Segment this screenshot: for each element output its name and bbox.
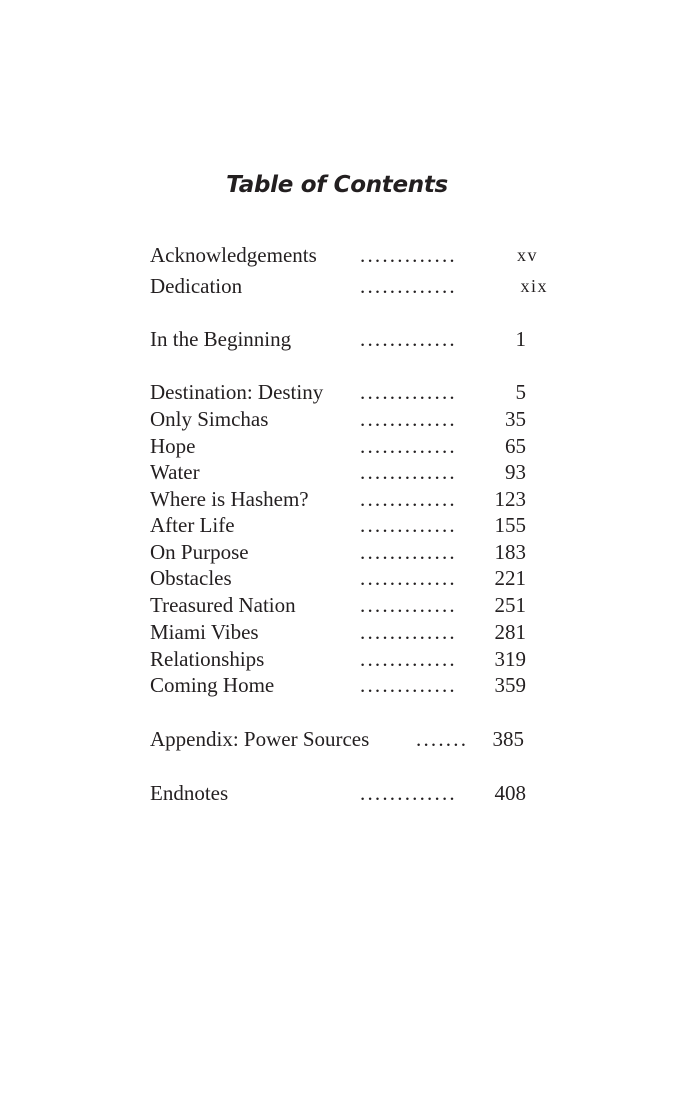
toc-entry xyxy=(150,565,570,591)
toc-entry xyxy=(150,619,570,645)
toc-entry-page: 319 xyxy=(494,647,526,671)
toc-entry-label: Treasured Nation xyxy=(150,593,296,617)
toc-entry-label: On Purpose xyxy=(150,540,249,564)
toc-entry xyxy=(150,646,570,672)
toc-dot-leader: ....... xyxy=(416,727,469,751)
toc-entry-page: 93 xyxy=(505,460,526,484)
toc-dot-leader: ............. xyxy=(360,327,457,351)
toc-dot-leader: ............. xyxy=(360,274,457,298)
toc-dot-leader: ............. xyxy=(360,673,457,697)
toc-entry-page: xv xyxy=(517,245,538,265)
toc-dot-leader: ............. xyxy=(360,781,457,805)
toc-entry xyxy=(150,486,570,512)
toc-entry-page: 281 xyxy=(494,620,526,644)
toc-entry-page: 5 xyxy=(515,380,526,404)
toc-entry-page: 251 xyxy=(494,593,526,617)
toc-entry-page: 385 xyxy=(492,727,524,751)
toc-entry xyxy=(150,780,570,806)
toc-entry-page: 123 xyxy=(494,487,526,511)
toc-entry xyxy=(150,273,570,299)
toc-entry-page: 359 xyxy=(494,673,526,697)
toc-dot-leader: ............. xyxy=(360,243,457,267)
toc-entry xyxy=(150,326,570,352)
toc-dot-leader: ............. xyxy=(360,540,457,564)
toc-entry-page: 183 xyxy=(494,540,526,564)
toc-dot-leader: ............. xyxy=(360,620,457,644)
page-title: Table of Contents xyxy=(226,172,448,198)
toc-entry xyxy=(150,672,570,698)
toc-entry-label: Miami Vibes xyxy=(150,620,259,644)
toc-entry xyxy=(150,726,570,752)
toc-entry-label: After Life xyxy=(150,513,235,537)
toc-entry-label: Only Simchas xyxy=(150,407,269,431)
toc-entry-label: Endnotes xyxy=(150,781,229,805)
toc-dot-leader: ............. xyxy=(360,380,457,404)
toc-dot-leader: ............. xyxy=(360,487,457,511)
toc-entry-label: Where is Hashem? xyxy=(150,487,309,511)
toc-entry-page: 221 xyxy=(494,566,526,590)
toc-list xyxy=(150,0,570,1100)
toc-entry xyxy=(150,539,570,565)
toc-entry xyxy=(150,406,570,432)
toc-dot-leader: ............. xyxy=(360,566,457,590)
toc-entry xyxy=(150,512,570,538)
toc-dot-leader: ............. xyxy=(360,407,457,431)
toc-entry xyxy=(150,242,570,268)
toc-entry-page: 155 xyxy=(494,513,526,537)
toc-entry xyxy=(150,433,570,459)
toc-entry-label: Relationships xyxy=(150,647,265,671)
toc-entry-page: 408 xyxy=(494,781,526,805)
toc-entry xyxy=(150,592,570,618)
toc-entry xyxy=(150,459,570,485)
toc-entry-page: 35 xyxy=(505,407,526,431)
toc-dot-leader: ............. xyxy=(360,593,457,617)
toc-dot-leader: ............. xyxy=(360,460,457,484)
toc-entry-label: Obstacles xyxy=(150,566,232,590)
toc-entry-page: 1 xyxy=(515,327,526,351)
toc-entry-label: Water xyxy=(150,460,200,484)
toc-entry-label: Dedication xyxy=(150,274,243,298)
toc-entry-label: Coming Home xyxy=(150,673,275,697)
toc-entry-label: In the Beginning xyxy=(150,327,292,351)
toc-entry-page: 65 xyxy=(505,434,526,458)
toc-entry-label: Hope xyxy=(150,434,196,458)
toc-entry-label: Destination: Destiny xyxy=(150,380,324,404)
toc-entry-label: Acknowledgements xyxy=(150,243,317,267)
toc-entry-page: xix xyxy=(520,276,548,296)
toc-dot-leader: ............. xyxy=(360,513,457,537)
toc-dot-leader: ............. xyxy=(360,647,457,671)
toc-entry xyxy=(150,379,570,405)
toc-dot-leader: ............. xyxy=(360,434,457,458)
toc-entry-label: Appendix: Power Sources xyxy=(150,727,370,751)
